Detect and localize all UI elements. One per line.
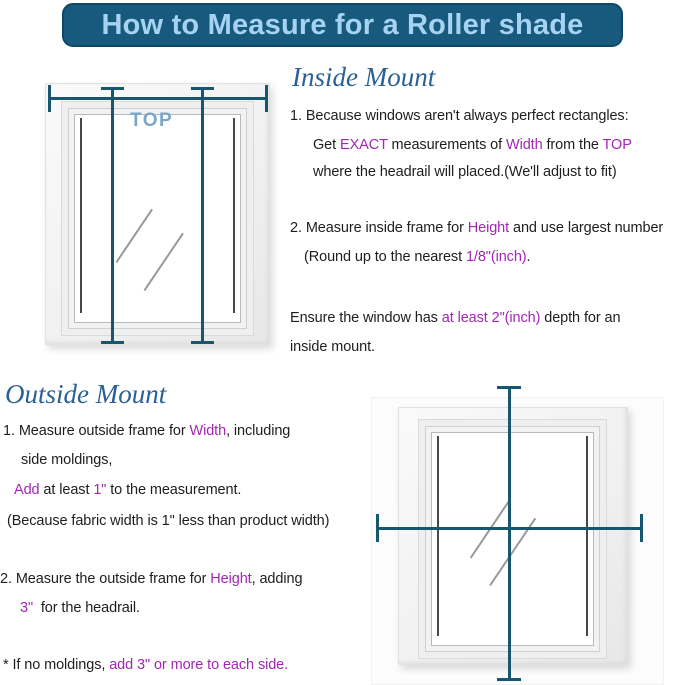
page-title: How to Measure for a Roller shade (101, 8, 584, 41)
width-measure-line (49, 97, 268, 100)
height-measure-cap-bottom (497, 678, 521, 681)
instruction-line (21, 452, 112, 468)
instruction-line (14, 482, 241, 498)
text-segment: Height (210, 571, 252, 587)
instruction-line (304, 249, 530, 265)
text-segment: for the headrail. (33, 600, 140, 616)
text-segment: and use largest number (509, 220, 664, 236)
text-segment: 1. Because windows aren't always perfect rectangles: (290, 108, 629, 124)
text-segment: at least 2"(inch) (441, 310, 541, 326)
text-segment: Get (313, 137, 340, 153)
height-measure-cap (101, 87, 124, 90)
text-segment: 1" (93, 482, 107, 498)
text-segment: EXACT (340, 137, 388, 153)
text-segment: . (526, 249, 531, 265)
width-measure-cap-right (265, 85, 268, 112)
text-segment: 3" (20, 600, 34, 616)
instruction-line (3, 423, 290, 439)
instruction-line (0, 571, 302, 587)
window-sash-line (586, 436, 588, 636)
text-segment: 1/8"(inch) (465, 249, 527, 265)
text-segment: * If no moldings, (3, 657, 110, 673)
height-measure-line (508, 387, 511, 680)
instruction-line (290, 310, 620, 326)
outside-mount-window-diagram (398, 407, 628, 665)
top-label: TOP (130, 110, 174, 131)
text-segment: add 3" or more to each side. (109, 657, 289, 673)
width-measure-line (377, 527, 643, 530)
text-segment: Add (14, 482, 40, 498)
width-measure-cap-left (376, 514, 379, 542)
text-segment: to the measurement. (106, 482, 242, 498)
window-glass (75, 115, 240, 322)
instruction-line (290, 220, 663, 236)
text-segment: (Because fabric width is 1" less than product width) (7, 513, 330, 529)
text-segment: Width (189, 423, 227, 439)
window-sash-line (437, 436, 439, 636)
text-segment: side moldings, (21, 452, 113, 468)
text-segment: from the (542, 137, 603, 153)
height-measure-cap-top (497, 386, 521, 389)
text-segment: measurements of (387, 137, 506, 153)
instruction-line (290, 108, 629, 124)
footnote-line (3, 657, 288, 673)
text-segment: 1. Measure outside frame for (3, 423, 190, 439)
height-measure-line-left (111, 88, 114, 344)
text-segment: , including (226, 423, 291, 439)
glass-reflection (144, 233, 184, 291)
window-sash-line (80, 118, 82, 313)
height-measure-cap (101, 341, 124, 344)
window-sash-line (233, 118, 235, 313)
text-segment: at least (39, 482, 94, 498)
outside-mount-heading: Outside Mount (5, 379, 167, 409)
text-segment: 2. Measure inside frame for (290, 220, 468, 236)
instruction-line (7, 513, 329, 529)
width-measure-cap-right (640, 514, 643, 542)
instruction-line (313, 164, 617, 180)
height-measure-cap (191, 87, 214, 90)
text-segment: where the headrail will placed.(We'll adjust to fit) (313, 164, 617, 180)
text-segment: 2. Measure the outside frame for (0, 571, 211, 587)
instruction-line (20, 600, 140, 616)
width-measure-cap-left (48, 85, 51, 112)
instruction-line (313, 137, 632, 153)
text-segment: Width (505, 137, 543, 153)
text-segment: Ensure the window has (290, 310, 442, 326)
inside-mount-window-diagram (45, 83, 270, 345)
inside-mount-heading: Inside Mount (292, 62, 436, 92)
text-segment: Height (467, 220, 510, 236)
text-segment: (Round up to the nearest (304, 249, 466, 265)
text-segment: depth for an (540, 310, 621, 326)
title-banner (62, 3, 623, 47)
height-measure-cap (191, 341, 214, 344)
text-segment: , adding (251, 571, 303, 587)
text-segment: inside mount. (290, 339, 375, 355)
window-glass (432, 433, 593, 645)
height-measure-line-right (201, 88, 204, 344)
glass-reflection (115, 209, 152, 263)
text-segment: TOP (602, 137, 632, 153)
instruction-line (290, 339, 375, 355)
